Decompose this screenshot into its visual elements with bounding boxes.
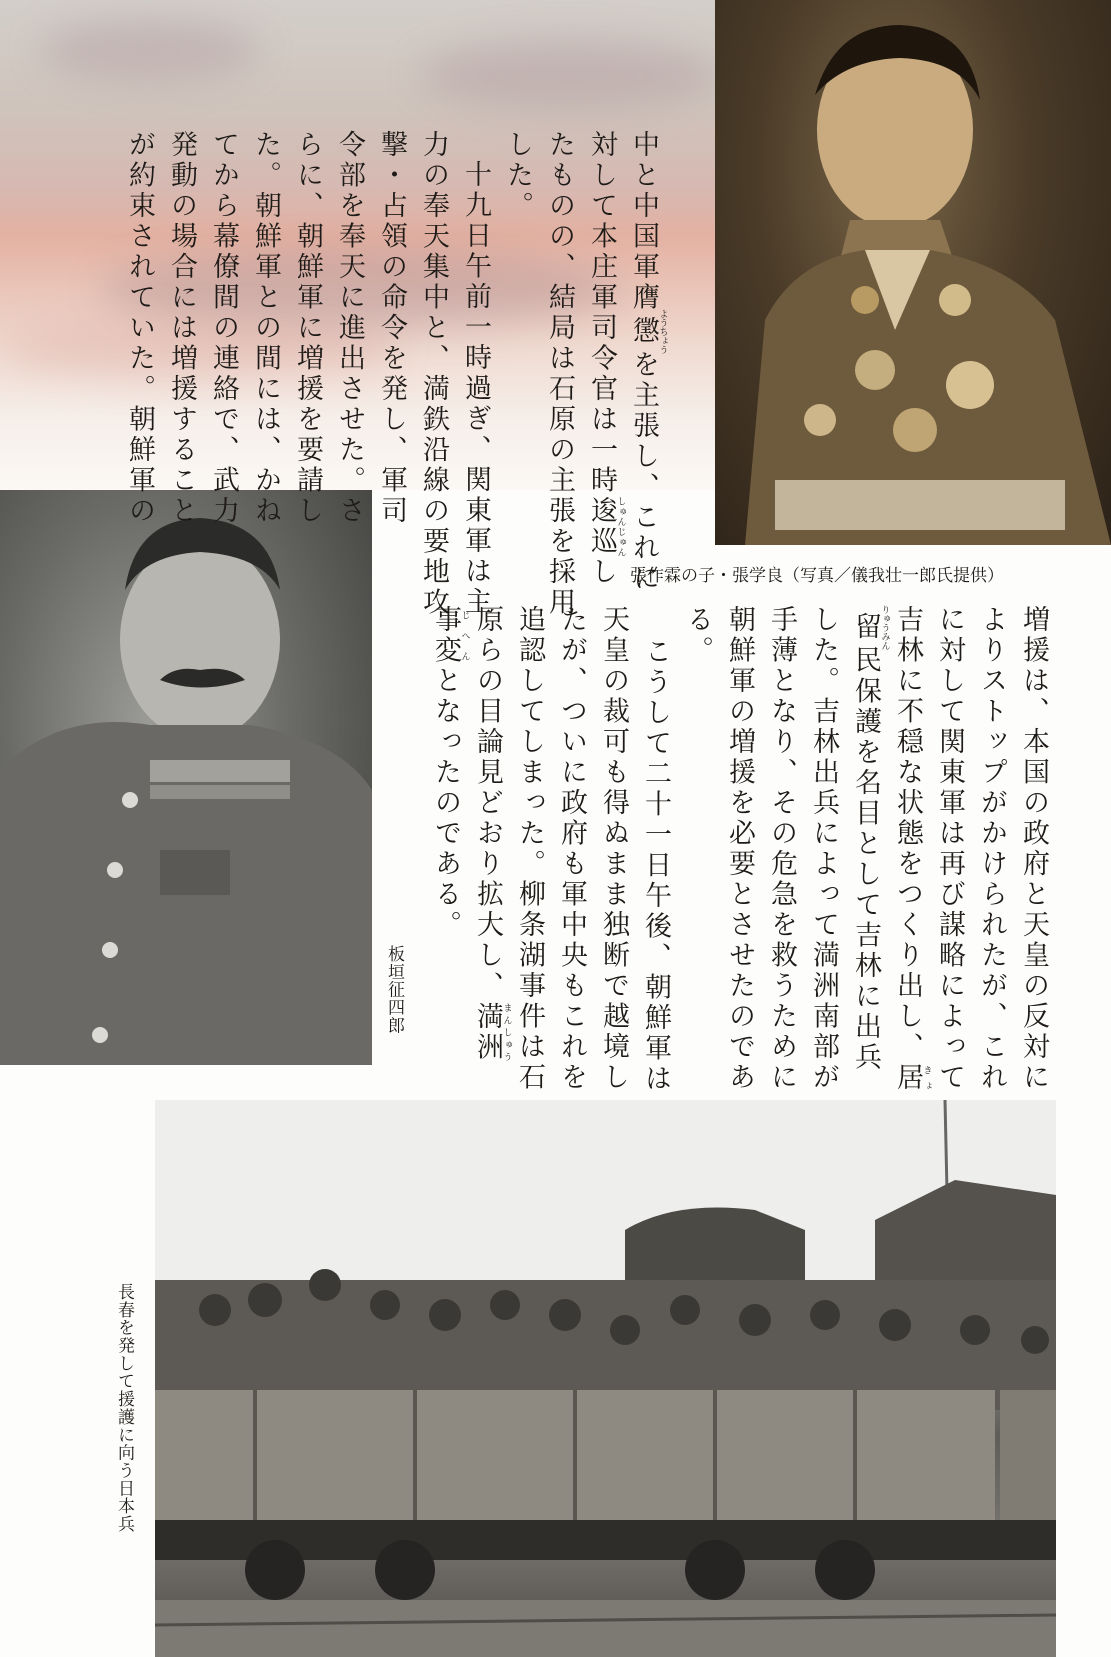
- lower-col-6: した。吉林出兵によって満洲南部が: [808, 605, 839, 1094]
- upper-col-12: 発動の場合には増援すること: [166, 130, 197, 527]
- lower-col-4: 吉林に不穏な状態をつくり出し、居きょ: [892, 605, 932, 1094]
- portrait-illustration: [0, 490, 372, 1065]
- lower-col-2: よりストップがかけられたが、これ: [976, 605, 1007, 1094]
- photo-itagaki-seishiro: [0, 490, 372, 1065]
- lower-col-5: 留りゅうみん民保護を名目として吉林に出兵: [850, 605, 890, 1074]
- photo-troops-train: [155, 1100, 1056, 1657]
- caption-train: 長春を発して援護に向う日本兵: [114, 1283, 134, 1533]
- lower-col-15: 事変じへんとなったのである。: [430, 605, 470, 941]
- upper-col-1: 中と中国軍膺懲ようちょうを主張し、これに: [628, 130, 668, 595]
- lower-col-10: こうして二十一日午後、朝鮮軍は: [640, 637, 671, 1095]
- upper-col-8: 令部を奉天に進出させた。さ: [334, 130, 365, 527]
- lower-col-3: に対して関東軍は再び謀略によって: [934, 605, 965, 1094]
- lower-col-14: 原らの目論見どおり拡大し、満洲まんしゅう: [472, 605, 512, 1063]
- upper-col-7: 撃・占領の命令を発し、軍司: [376, 130, 407, 527]
- caption-zhang: 張作霖の子・張学良（写真／儀我壮一郎氏提供）: [630, 566, 1004, 586]
- lower-col-8: 朝鮮軍の増援を必要とさせたのであ: [724, 605, 755, 1094]
- photo-zhang-xueliang: [715, 0, 1111, 545]
- lower-col-11: 天皇の裁可も得ぬまま独断で越境し: [598, 605, 629, 1094]
- train-illustration: [155, 1100, 1056, 1657]
- upper-col-4: した。: [502, 130, 533, 222]
- portrait-illustration: [715, 0, 1111, 545]
- lower-col-12: たが、ついに政府も軍中央もこれを: [556, 605, 587, 1094]
- caption-itagaki: 板垣征四郎: [384, 945, 404, 1035]
- upper-col-9: らに、朝鮮軍に増援を要請し: [292, 130, 323, 527]
- upper-col-10: た。朝鮮軍との間には、かね: [250, 130, 281, 527]
- upper-col-3: たものの、結局は石原の主張を採用: [544, 130, 575, 619]
- upper-col-5: 十九日午前一時過ぎ、関東軍は主: [460, 160, 491, 618]
- upper-col-2: 対して本庄軍司令官は一時逡巡しゅんじゅんし: [586, 130, 626, 588]
- lower-col-9: る。: [682, 605, 713, 667]
- lower-col-13: 追認してしまった。柳条湖事件は石: [514, 605, 545, 1094]
- lower-col-1: 増援は、本国の政府と天皇の反対に: [1018, 605, 1049, 1094]
- upper-col-11: てから幕僚間の連絡で、武力: [208, 130, 239, 527]
- upper-col-13: が約束されていた。朝鮮軍の: [124, 130, 155, 527]
- upper-col-6: 力の奉天集中と、満鉄沿線の要地攻: [418, 130, 449, 619]
- lower-col-7: 手薄となり、その危急を救うために: [766, 605, 797, 1094]
